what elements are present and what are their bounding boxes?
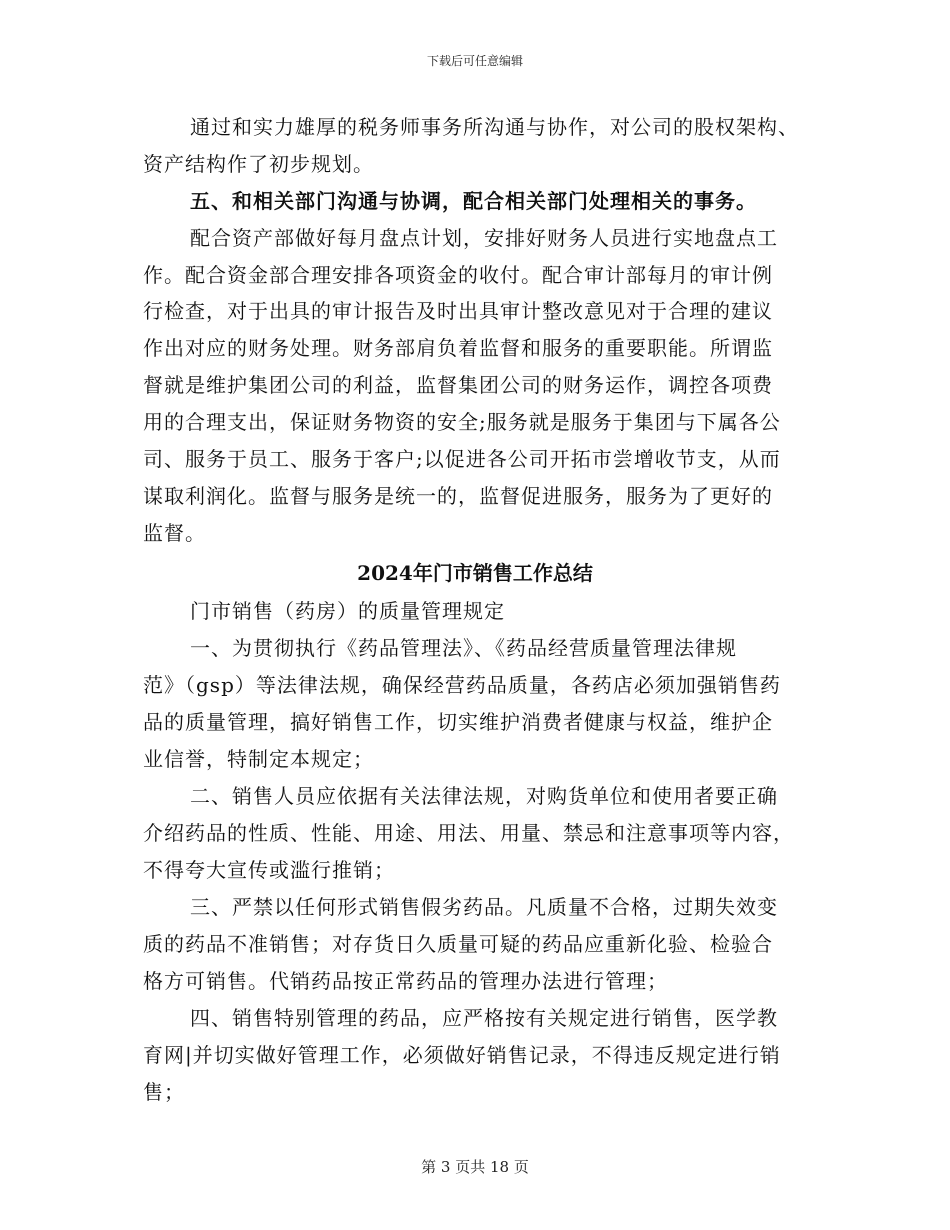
paragraph-line: 介绍药品的性质、性能、用途、用法、用量、禁忌和注意事项等内容，: [143, 821, 794, 845]
page-footer: 第 3 页共 18 页: [421, 1158, 529, 1176]
paragraph-line: 售；: [143, 1080, 185, 1104]
paragraph-line: 品的质量管理，搞好销售工作，切实维护消费者健康与权益，维护企: [143, 710, 773, 734]
paragraph-line: 通过和实力雄厚的税务师事务所沟通与协作，对公司的股权架构、: [190, 115, 799, 139]
document-title: 2024年门市销售工作总结: [357, 561, 593, 585]
paragraph-line: 育网|并切实做好管理工作，必须做好销售记录，不得违反规定进行销: [143, 1043, 781, 1067]
paragraph-line: 用的合理支出，保证财务物资的安全;服务就是服务于集团与下属各公: [143, 410, 781, 434]
paragraph-line: 配合资产部做好每月盘点计划，安排好财务人员进行实地盘点工: [190, 226, 778, 250]
paragraph-line: 门市销售（药房）的质量管理规定: [190, 599, 505, 623]
paragraph-line: 作。配合资金部合理安排各项资金的收付。配合审计部每月的审计例: [143, 263, 773, 287]
paragraph-line: 二、销售人员应依据有关法律法规，对购货单位和使用者要正确: [190, 784, 778, 808]
section-heading: 五、和相关部门沟通与协调，配合相关部门处理相关的事务。: [190, 189, 757, 213]
paragraph-line: 一、为贯彻执行《药品管理法》、《药品经营质量管理法律规: [190, 636, 737, 660]
paragraph-line: 四、销售特别管理的药品，应严格按有关规定进行销售，医学教: [190, 1006, 778, 1030]
page-header: 下载后可任意编辑: [426, 54, 523, 68]
paragraph-line: 作出对应的财务处理。财务部肩负着监督和服务的重要职能。所谓监: [143, 336, 773, 360]
paragraph-line: 司、服务于员工、服务于客户;以促进各公司开拓市尝增收节支，从而: [143, 447, 781, 471]
paragraph-line: 谋取利润化。监督与服务是统一的，监督促进服务，服务为了更好的: [143, 484, 773, 508]
paragraph-line: 监督。: [143, 521, 206, 545]
paragraph-line: 格方可销售。代销药品按正常药品的管理办法进行管理；: [143, 969, 668, 993]
paragraph-line: 不得夸大宣传或滥行推销；: [143, 858, 395, 882]
paragraph-line: 资产结构作了初步规划。: [143, 152, 374, 176]
paragraph-line: 范》（gsp）等法律法规，确保经营药品质量，各药店必须加强销售药: [143, 673, 781, 697]
paragraph-line: 业信誉，特制定本规定；: [143, 747, 374, 771]
paragraph-line: 质的药品不准销售；对存货日久质量可疑的药品应重新化验、检验合: [143, 932, 773, 956]
paragraph-line: 督就是维护集团公司的利益，监督集团公司的财务运作，调控各项费: [143, 373, 773, 397]
paragraph-line: 三、严禁以任何形式销售假劣药品。凡质量不合格，过期失效变: [190, 895, 778, 919]
paragraph-line: 行检查，对于出具的审计报告及时出具审计整改意见对于合理的建议: [143, 299, 773, 323]
